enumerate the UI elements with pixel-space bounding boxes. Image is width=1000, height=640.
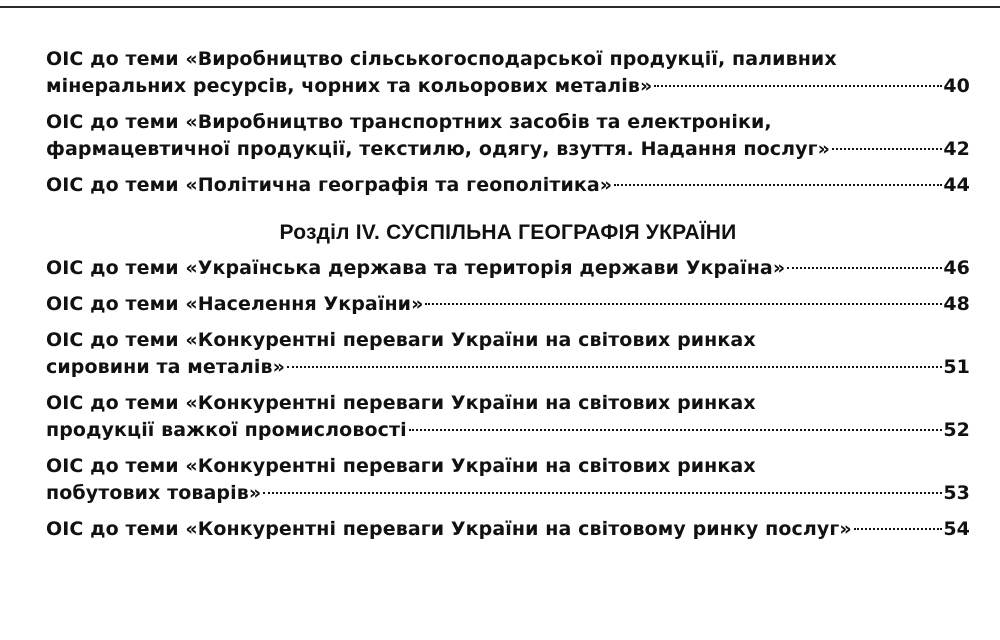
table-of-contents: [46, 46, 970, 552]
toc-entry[interactable]: [46, 327, 970, 381]
toc-leader-dots: [614, 184, 942, 186]
toc-leader-dots: [409, 429, 943, 431]
toc-entry-title: ОІС до теми «Українська держава та територія держави Україна»: [46, 257, 786, 279]
toc-entry[interactable]: [46, 172, 970, 199]
toc-page-number: 54: [943, 518, 970, 540]
toc-leader-dots: [854, 528, 943, 530]
toc-entry[interactable]: [46, 109, 970, 163]
toc-entry-title-line2: фармацевтичної продукції, текстилю, одягу, взуття. Надання послуг»: [46, 138, 830, 160]
toc-leader-dots: [787, 267, 942, 269]
section-heading: Розділ IV. СУСПІЛЬНА ГЕОГРАФІЯ УКРАЇНИ: [279, 221, 737, 244]
toc-entry[interactable]: [46, 46, 970, 100]
toc-entry[interactable]: [46, 255, 970, 282]
toc-entry-title: ОІС до теми «Конкурентні переваги України на світовому ринку послуг»: [46, 518, 852, 540]
toc-page-number: 52: [943, 419, 970, 441]
toc-entry-title-line1: ОІС до теми «Виробництво сільськогосподарської продукції, паливних: [46, 48, 837, 70]
toc-entry[interactable]: [46, 390, 970, 444]
toc-leader-dots: [263, 492, 942, 494]
toc-entry[interactable]: [46, 453, 970, 507]
toc-page-number: 44: [943, 174, 970, 196]
top-rule: [0, 6, 1000, 8]
toc-entry-title: ОІС до теми «Політична географія та геополітика»: [46, 174, 613, 196]
toc-leader-dots: [425, 303, 942, 305]
toc-page-number: 46: [943, 257, 970, 279]
toc-leader-dots: [654, 85, 942, 87]
toc-entry-title: ОІС до теми «Населення України»: [46, 293, 424, 315]
toc-entry-title-line2: продукції важкої промисловості: [46, 419, 407, 441]
toc-page-number: 51: [943, 356, 970, 378]
toc-leader-dots: [287, 366, 942, 368]
toc-page-number: 42: [943, 138, 970, 160]
toc-entry-title-line2: побутових товарів»: [46, 482, 262, 504]
toc-page-number: 48: [943, 293, 970, 315]
toc-entry-title-line1: ОІС до теми «Конкурентні переваги України на світових ринках: [46, 392, 756, 414]
toc-leader-dots: [832, 148, 942, 150]
toc-entry-title-line1: ОІС до теми «Виробництво транспортних засобів та електроніки,: [46, 111, 772, 133]
toc-entry[interactable]: [46, 516, 970, 543]
toc-page-number: 53: [943, 482, 970, 504]
toc-entry-title-line2: мінеральних ресурсів, чорних та кольорових металів»: [46, 75, 653, 97]
toc-entry-title-line1: ОІС до теми «Конкурентні переваги України на світових ринках: [46, 455, 756, 477]
toc-page-number: 40: [943, 75, 970, 97]
toc-entry-title-line1: ОІС до теми «Конкурентні переваги України на світових ринках: [46, 329, 756, 351]
toc-entry-title-line2: сировини та металів»: [46, 356, 286, 378]
toc-entry[interactable]: [46, 291, 970, 318]
